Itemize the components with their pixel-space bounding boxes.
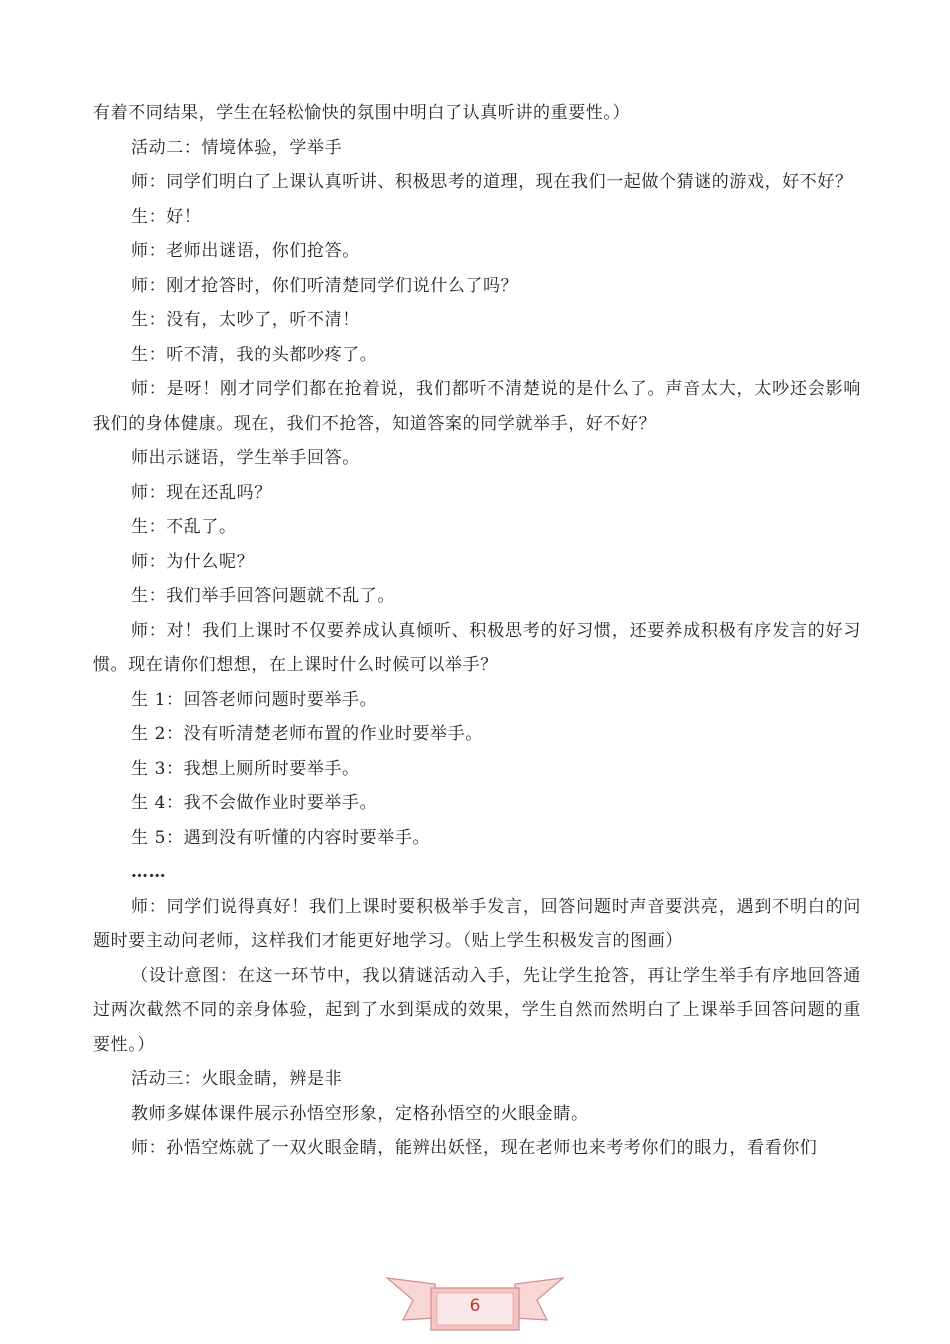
paragraph: 生：不乱了。 [131,517,237,537]
paragraph: 生 2：没有听清楚老师布置的作业时要举手。 [131,724,483,744]
paragraph: 师：是呀！刚才同学们都在抢着说，我们都听不清楚说的是什么了。声音太大，太吵还会影响我们的身体健康。现在，我们不抢答，知道答案的同学就举手，好不好？ [93,379,861,434]
document-body [93,96,861,1166]
activity-heading: 活动二：情境体验，学举手 [131,137,343,158]
paragraph: 生 4：我不会做作业时要举手。 [131,793,378,813]
paragraph: 师：老师出谜语，你们抢答。 [131,241,360,261]
paragraph: 生 1：回答老师问题时要举手。 [131,689,378,710]
paragraph: 师：现在还乱吗？ [131,482,272,503]
paragraph: 教师多媒体课件展示孙悟空形象，定格孙悟空的火眼金睛。 [131,1103,589,1124]
paragraph: 师：同学们明白了上课认真听讲、积极思考的道理，现在我们一起做个猜谜的游戏，好不好？ [131,172,853,192]
paragraph: 师：为什么呢？ [131,551,255,572]
paragraph: 师：对！我们上课时不仅要养成认真倾听、积极思考的好习惯，还要养成积极有序发言的好习惯。现在请你们想想，在上课时什么时候可以举手？ [93,620,861,675]
paragraph: 生 3：我想上厕所时要举手。 [131,758,360,779]
paragraph: 生：好！ [131,206,202,227]
design-intent-note: （设计意图：在这一环节中，我以猜谜活动入手，先让学生抢答，再让学生举手有序地回答通过两次截然不同的亲身体验，起到了水到渠成的效果，学生自然而然明白了上课举手回答问题的重要性。） [93,965,861,1055]
paragraph: 生：我们举手回答问题就不乱了。 [131,586,395,606]
paragraph: 有着不同结果，学生在轻松愉快的氛围中明白了认真听讲的重要性。） [93,103,631,123]
activity-heading: 活动三：火眼金睛，辨是非 [131,1069,343,1089]
paragraph: 生：听不清，我的头都吵疼了。 [131,344,378,365]
paragraph: 师：同学们说得真好！我们上课时要积极举手发言，回答问题时声音要洪亮，遇到不明白的问题时要主动问老师，这样我们才能更好地学习。（贴上学生积极发言的图画） [93,896,861,951]
paragraph: 生：没有，太吵了，听不清！ [131,310,360,330]
paragraph: 师：刚才抢答时，你们听清楚同学们说什么了吗？ [131,275,519,296]
paragraph: 师：孙悟空炼就了一双火眼金睛，能辨出妖怪，现在老师也来考考你们的眼力，看看你们 [131,1138,818,1158]
page-footer [385,1268,565,1334]
paragraph: 师出示谜语，学生举手回答。 [131,448,360,468]
ellipsis: …… [131,862,167,882]
paragraph: 生 5：遇到没有听懂的内容时要举手。 [131,827,431,848]
page-number: 6 [469,1296,481,1316]
